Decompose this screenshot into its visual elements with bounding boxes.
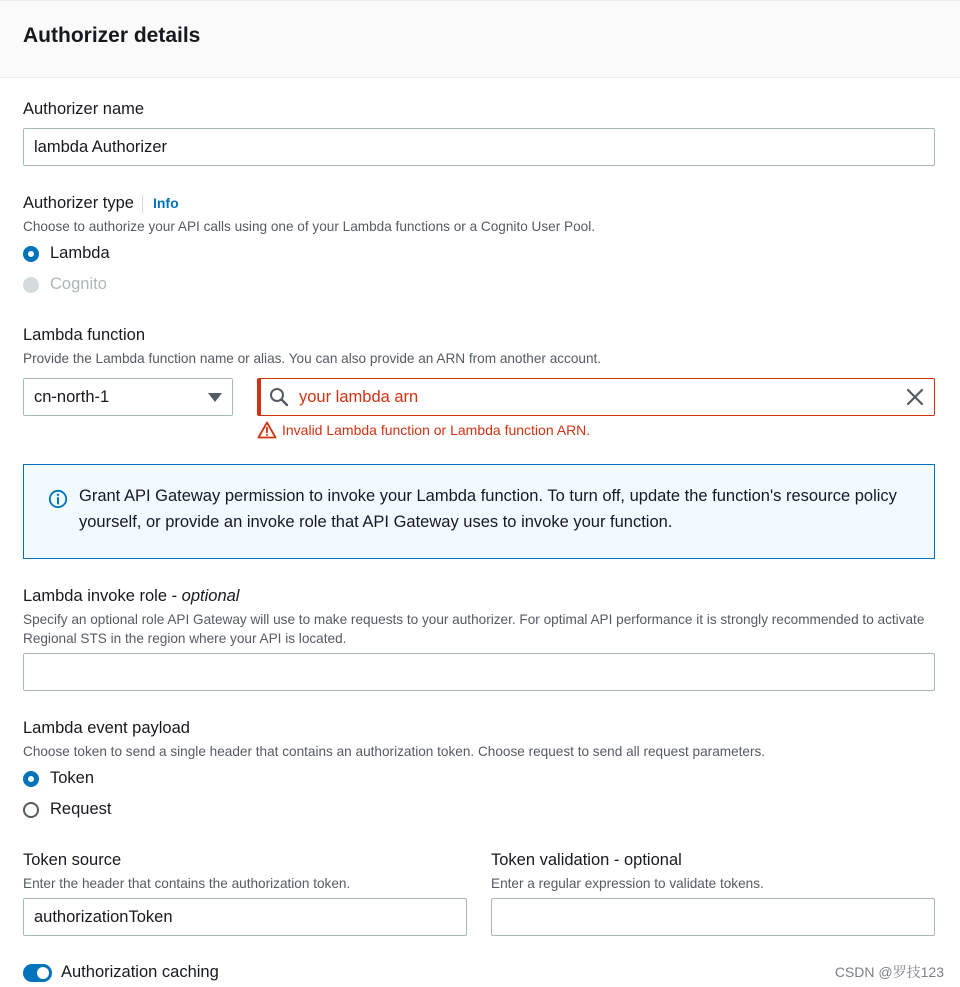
radio-option-lambda[interactable]: [23, 244, 110, 263]
watermark: CSDN @罗技123: [834, 964, 944, 980]
permission-info-alert: [23, 464, 935, 559]
invoke-role-description: Specify an optional role API Gateway will use to make requests to your authorizer. For optimal API performance it is strongly recommended to activate Regional STS in the region where your API is located.: [23, 612, 925, 646]
token-validation-label: Token validation - optional: [491, 851, 682, 869]
radio-option-token[interactable]: [23, 769, 94, 788]
info-link[interactable]: Info: [152, 195, 179, 211]
radio-selected-icon[interactable]: [23, 246, 39, 262]
invoke-role-optional: optional: [181, 587, 240, 605]
lambda-function-label: Lambda function: [23, 326, 146, 344]
event-payload-label: Lambda event payload: [23, 719, 190, 737]
authorizer-type-description: Choose to authorize your API calls using one of your Lambda functions or a Cognito User Pool.: [23, 219, 596, 234]
event-payload-description: Choose token to send a single header that contains an authorization token. Choose request to send all request parameters.: [23, 744, 766, 759]
radio-label-token: Token: [50, 769, 95, 787]
close-icon[interactable]: [906, 388, 924, 406]
token-source-description: Enter the header that contains the authorization token.: [23, 876, 351, 891]
radio-selected-icon[interactable]: [23, 771, 39, 787]
radio-option-cognito: [23, 275, 107, 294]
invoke-role-input[interactable]: [23, 653, 935, 691]
caret-down-icon: [208, 393, 222, 402]
radio-label-cognito: Cognito: [50, 275, 107, 293]
token-source-input[interactable]: [23, 898, 467, 936]
authorizer-name-value: lambda Authorizer: [34, 137, 167, 156]
authorizer-type-label: Authorizer type: [23, 194, 134, 212]
label-separator: [142, 195, 143, 213]
alert-text: Grant API Gateway permission to invoke your Lambda function. To turn off, update the function's resource policy yourself, or provide an invoke role that API Gateway uses to invoke your function.: [79, 487, 897, 531]
panel-header: [0, 0, 960, 78]
token-validation-description: Enter a regular expression to validate tokens.: [491, 876, 764, 891]
region-select-value: cn-north-1: [34, 387, 110, 406]
info-circle-icon: [48, 489, 68, 509]
radio-label-lambda: Lambda: [50, 244, 110, 262]
authorization-caching-toggle[interactable]: [23, 964, 52, 982]
authorizer-type-heading: [23, 194, 179, 213]
region-select[interactable]: [23, 378, 233, 416]
lambda-function-search-value: your lambda arn: [299, 387, 419, 406]
lambda-function-error-text: Invalid Lambda function or Lambda function ARN.: [282, 422, 591, 438]
radio-unselected-icon[interactable]: [23, 802, 39, 818]
authorizer-name-label: Authorizer name: [23, 100, 145, 118]
token-source-label: Token source: [23, 851, 122, 869]
lambda-function-description: Provide the Lambda function name or alias. You can also provide an ARN from another account.: [23, 351, 602, 366]
radio-label-request: Request: [50, 800, 112, 818]
toggle-knob: [37, 967, 49, 979]
authorizer-name-input[interactable]: [23, 128, 935, 166]
token-validation-input[interactable]: [491, 898, 935, 936]
invoke-role-label: [23, 587, 239, 606]
token-source-value: authorizationToken: [34, 907, 173, 926]
invoke-role-label-text: Lambda invoke role -: [23, 587, 182, 605]
lambda-function-search[interactable]: [257, 378, 935, 416]
radio-disabled-icon: [23, 277, 39, 293]
panel-title: Authorizer details: [23, 24, 201, 47]
lambda-function-error: [257, 421, 590, 439]
search-icon: [269, 387, 289, 407]
warning-triangle-icon: [257, 421, 277, 439]
radio-option-request[interactable]: [23, 800, 111, 819]
authorization-caching-label: Authorization caching: [61, 963, 219, 981]
